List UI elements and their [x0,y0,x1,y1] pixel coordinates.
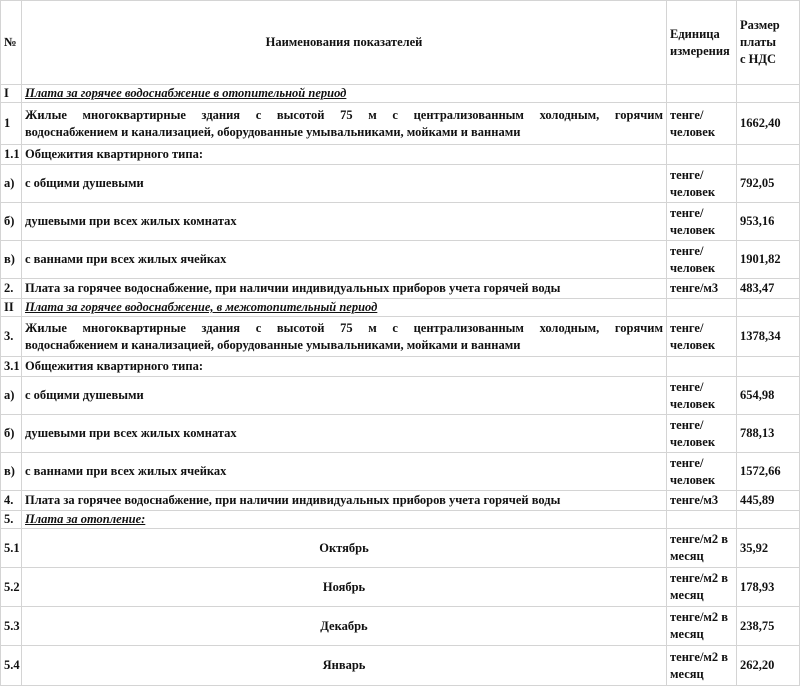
row-value: 654,98 [737,377,800,415]
section-title: Плата за отопление: [22,511,667,529]
row-unit-line1: тенге/ [670,243,704,258]
row-value: 35,92 [737,529,800,568]
table-row [1,377,800,415]
table-row [1,145,800,165]
row-unit [667,241,737,279]
row-num: 5. [1,511,22,529]
table-row [1,491,800,511]
row-unit [667,568,737,607]
row-name: душевыми при всех жилых комнатах [22,203,667,241]
row-unit-line1: тенге/м2 в [670,571,729,585]
row-unit-line2: месяц [670,666,704,681]
header-size [737,1,800,85]
table-row [1,279,800,299]
row-value: 1378,34 [737,317,800,357]
row-unit [667,511,737,529]
header-unit [667,1,737,85]
row-unit [667,529,737,568]
row-name: Январь [22,646,667,686]
header-num: № [1,1,22,85]
row-unit-line2: месяц [670,588,704,602]
row-unit-line1: тенге/ [670,379,704,394]
row-name: Октябрь [22,529,667,568]
row-unit-line2: человек [670,396,716,411]
table-row [1,357,800,377]
row-value: 788,13 [737,415,800,453]
section-title: Плата за горячее водоснабжение в отопительной период [22,85,667,103]
row-unit [667,85,737,103]
section-title: Плата за горячее водоснабжение, в межотопительный период [22,299,667,317]
table-row [1,241,800,279]
row-name: с общими душевыми [22,165,667,203]
row-value: 792,05 [737,165,800,203]
row-unit-line2: месяц [670,627,704,641]
row-value [737,85,800,103]
table-row [1,511,800,529]
row-unit [667,103,737,145]
row-unit-line2: человек [670,184,716,199]
header-unit-line1: Единица [670,26,720,41]
row-value: 1901,82 [737,241,800,279]
table-row [1,646,800,686]
row-unit [667,145,737,165]
row-value [737,511,800,529]
table-row [1,103,800,145]
row-name-line2: водоснабжением и канализацией, оборудованные умывальниками, мойками и ваннами [25,124,521,139]
row-unit-line1: тенге/ [670,320,704,335]
row-num: а) [1,165,22,203]
row-num: II [1,299,22,317]
row-unit-line2: человек [670,434,716,449]
row-name: Ноябрь [22,568,667,607]
row-value [737,299,800,317]
row-unit-line2: человек [670,124,716,139]
row-name: с общими душевыми [22,377,667,415]
table-row [1,568,800,607]
row-unit [667,646,737,686]
table-row [1,453,800,491]
row-unit-line1: тенге/м2 в [670,610,729,624]
header-size-line1: Размер [740,18,780,32]
header-size-line3: с НДС [740,52,777,66]
row-num: I [1,85,22,103]
row-name: Декабрь [22,607,667,646]
row-name: душевыми при всех жилых комнатах [22,415,667,453]
row-unit [667,165,737,203]
row-unit-line1: тенге/ [670,167,704,182]
row-unit: тенге/м3 [667,491,737,511]
row-num: 5.3 [1,607,22,646]
row-value: 483,47 [737,279,800,299]
table-row [1,85,800,103]
row-unit [667,415,737,453]
row-unit [667,453,737,491]
row-unit-line1: тенге/ [670,205,704,220]
row-unit [667,357,737,377]
row-num: в) [1,453,22,491]
row-name: Общежития квартирного типа: [22,357,667,377]
table-row [1,299,800,317]
row-unit-line1: тенге/ [670,417,704,432]
table-header-row [1,1,800,85]
row-name [22,103,667,145]
row-unit [667,317,737,357]
table-row [1,415,800,453]
table-row [1,607,800,646]
row-unit-line2: человек [670,260,716,275]
row-unit [667,377,737,415]
row-num: 5.4 [1,646,22,686]
row-unit-line2: человек [670,222,716,237]
row-unit [667,607,737,646]
row-value: 953,16 [737,203,800,241]
table-row [1,317,800,357]
row-value: 262,20 [737,646,800,686]
row-num: а) [1,377,22,415]
row-name-line2: водоснабжением и канализацией, оборудованные умывальниками, мойками и ваннами [25,337,521,352]
row-num: 3.1 [1,357,22,377]
row-num: в) [1,241,22,279]
row-unit-line1: тенге/м2 в [670,649,729,664]
table-row [1,203,800,241]
row-unit [667,299,737,317]
row-unit-line1: тенге/м2 в [670,532,729,546]
row-value: 178,93 [737,568,800,607]
row-name: Общежития квартирного типа: [22,145,667,165]
row-value [737,357,800,377]
row-value [737,145,800,165]
row-unit-line2: человек [670,337,716,352]
row-name [22,317,667,357]
row-num: 1.1 [1,145,22,165]
header-name: Наименования показателей [22,1,667,85]
row-unit-line1: тенге/ [670,107,704,122]
row-name: Плата за горячее водоснабжение, при наличии индивидуальных приборов учета горячей воды [22,279,667,299]
header-unit-line2: измерения [670,43,730,58]
row-num: 5.2 [1,568,22,607]
row-value: 1662,40 [737,103,800,145]
row-name-line1: Жилые многоквартирные здания с высотой 75 м с централизованным холодным, горячим [25,320,663,335]
row-unit [667,203,737,241]
row-unit: тенге/м3 [667,279,737,299]
header-size-line2: платы [740,35,777,49]
row-num: 2. [1,279,22,299]
row-num: б) [1,203,22,241]
row-num: 3. [1,317,22,357]
row-name-line1: Жилые многоквартирные здания с высотой 75 м с централизованным холодным, горячим [25,107,663,122]
table-row [1,165,800,203]
row-name: с ваннами при всех жилых ячейках [22,453,667,491]
row-unit-line2: человек [670,472,716,487]
row-name: Плата за горячее водоснабжение, при наличии индивидуальных приборов учета горячей воды [22,491,667,511]
row-num: 1 [1,103,22,145]
row-name: с ваннами при всех жилых ячейках [22,241,667,279]
row-num: 4. [1,491,22,511]
row-value: 238,75 [737,607,800,646]
row-value: 1572,66 [737,453,800,491]
table-row [1,529,800,568]
row-unit-line2: месяц [670,549,704,563]
row-value: 445,89 [737,491,800,511]
row-num: б) [1,415,22,453]
row-num: 5.1 [1,529,22,568]
row-unit-line1: тенге/ [670,455,704,470]
